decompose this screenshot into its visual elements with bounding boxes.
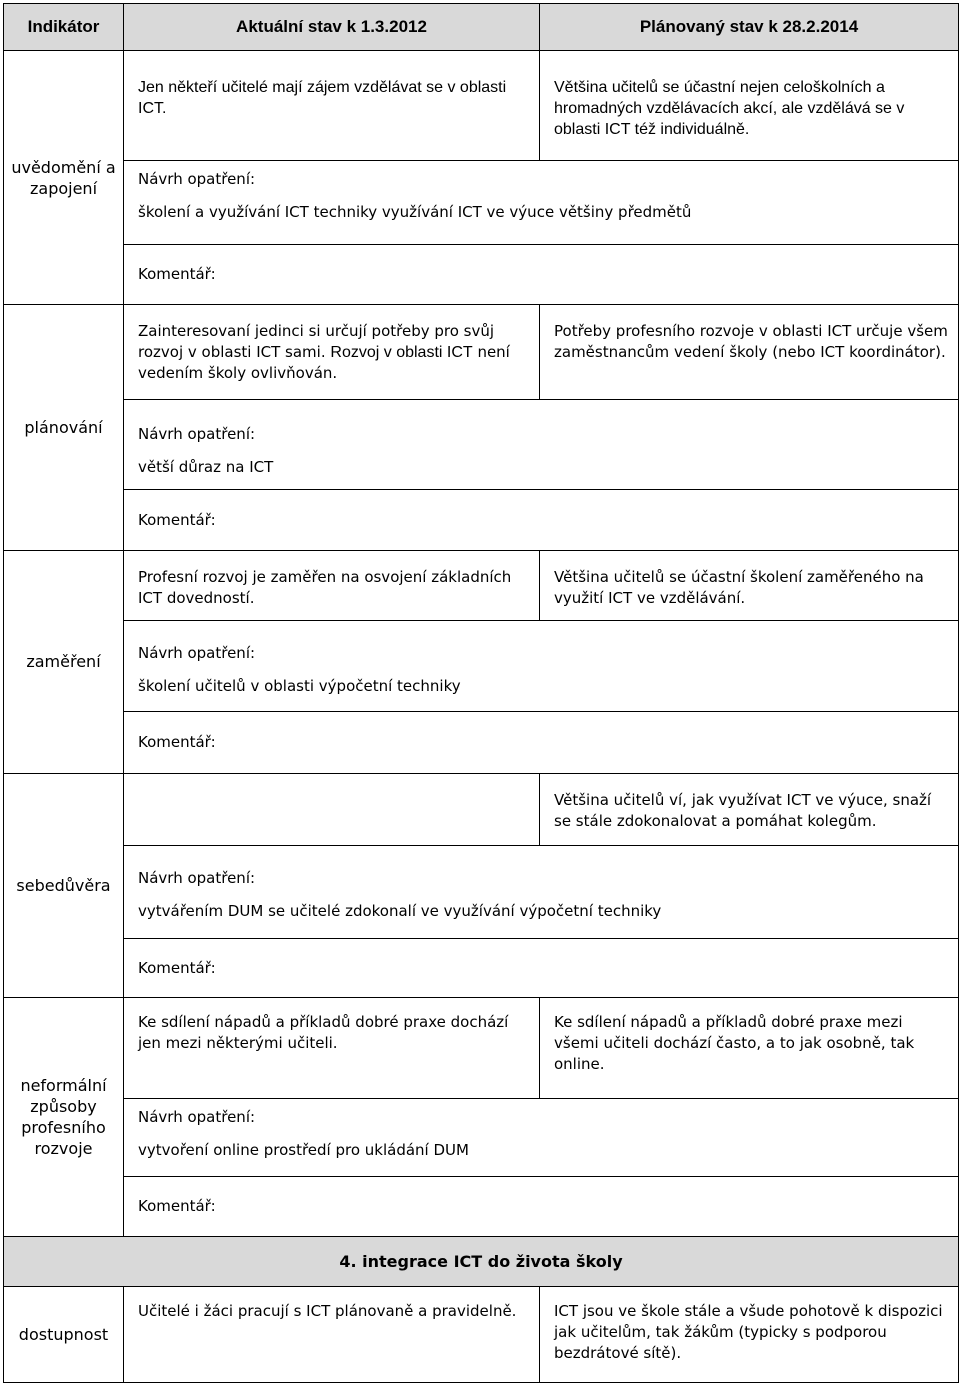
- comment-row: [4, 490, 959, 550]
- comment-label: Komentář:: [124, 939, 959, 998]
- table-header-row: [4, 4, 959, 51]
- comment-row: [4, 244, 959, 304]
- measure-label: Návrh opatření:: [138, 1108, 256, 1127]
- measure-label: Návrh opatření:: [138, 643, 256, 662]
- indicator-label: sebedůvěra: [4, 773, 124, 997]
- planned-state-cell: Ke sdílení nápadů a příkladů dobré praxe mezi všemi učiteli dochází často, a to jak osobně, tak online.: [540, 998, 959, 1099]
- measure-cell: [124, 620, 959, 711]
- comment-row: [4, 711, 959, 773]
- comment-row: [4, 939, 959, 998]
- indicator-label: zaměření: [4, 550, 124, 773]
- measure-text: vytvářením DUM se učitelé zdokonalí ve využívání výpočetní techniky: [138, 902, 662, 921]
- measure-label: Návrh opatření:: [138, 424, 256, 443]
- measure-text: školení učitelů v oblasti výpočetní techniky: [138, 676, 461, 695]
- comment-label: Komentář:: [124, 711, 959, 773]
- measure-row: [4, 846, 959, 939]
- table-row: [4, 773, 959, 845]
- measure-label: Návrh opatření:: [138, 170, 256, 188]
- comment-row: [4, 1176, 959, 1236]
- measure-cell: [124, 1099, 959, 1177]
- category-heading: 4. integrace ICT do života školy: [4, 1236, 959, 1286]
- planned-state-cell: Většina učitelů se účastní školení zaměřeného na využití ICT ve vzdělávání.: [540, 550, 959, 620]
- table-row: [4, 550, 959, 620]
- measure-cell: [124, 846, 959, 939]
- indicator-label: uvědomění a zapojení: [4, 51, 124, 305]
- indicator-label: neformální způsoby profesního rozvoje: [4, 998, 124, 1237]
- current-state-cell: [124, 773, 540, 845]
- category-row: [4, 1236, 959, 1286]
- current-state-cell: Ke sdílení nápadů a příkladů dobré praxe dochází jen mezi některými učiteli.: [124, 998, 540, 1099]
- measure-cell: [124, 161, 959, 245]
- current-state-cell: Jen někteří učitelé mají zájem vzdělávat se v oblasti ICT.: [124, 51, 540, 161]
- planned-state-cell: Většina učitelů ví, jak využívat ICT ve výuce, snaží se stále zdokonalovat a pomáhat kolegům.: [540, 773, 959, 845]
- current-state-cell: Zainteresovaní jedinci si určují potřeby pro svůj rozvoj v oblasti ICT sami. Rozvoj v oblasti ICT není vedením školy ovlivňován.: [124, 304, 540, 399]
- measure-text: školení a využívání ICT techniky využívání ICT ve výuce většiny předmětů: [138, 203, 692, 221]
- comment-label: Komentář:: [124, 490, 959, 550]
- measure-row: [4, 161, 959, 245]
- table-row: [4, 998, 959, 1099]
- measure-text: vytvoření online prostředí pro ukládání DUM: [138, 1141, 469, 1160]
- measure-text: větší důraz na ICT: [138, 457, 274, 476]
- comment-label: Komentář:: [124, 1176, 959, 1236]
- measure-row: [4, 399, 959, 490]
- indicator-label: plánování: [4, 304, 124, 550]
- header-current-state: Aktuální stav k 1.3.2012: [124, 4, 540, 51]
- header-planned-state: Plánovaný stav k 28.2.2014: [540, 4, 959, 51]
- header-indicator: Indikátor: [4, 4, 124, 51]
- table-row: [4, 1287, 959, 1383]
- measure-row: [4, 1099, 959, 1177]
- measure-row: [4, 620, 959, 711]
- planned-state-cell: ICT jsou ve škole stále a všude pohotově k dispozici jak učitelům, tak žákům (typicky s podporou bezdrátové sítě).: [540, 1287, 959, 1383]
- comment-label: Komentář:: [124, 244, 959, 304]
- table-row: [4, 304, 959, 399]
- table-row: [4, 51, 959, 161]
- current-state-cell: Učitelé i žáci pracují s ICT plánovaně a pravidelně.: [124, 1287, 540, 1383]
- measure-cell: [124, 399, 959, 490]
- planned-state-cell: Většina učitelů se účastní nejen celoškolních a hromadných vzdělávacích akcí, ale vzdělává se v oblasti ICT též individuálně.: [540, 51, 959, 161]
- indicator-table: [3, 3, 959, 1383]
- indicator-label: dostupnost: [4, 1287, 124, 1383]
- current-state-cell: Profesní rozvoj je zaměřen na osvojení základních ICT dovedností.: [124, 550, 540, 620]
- measure-label: Návrh opatření:: [138, 869, 256, 888]
- planned-state-cell: Potřeby profesního rozvoje v oblasti ICT určuje všem zaměstnancům vedení školy (nebo ICT koordinátor).: [540, 304, 959, 399]
